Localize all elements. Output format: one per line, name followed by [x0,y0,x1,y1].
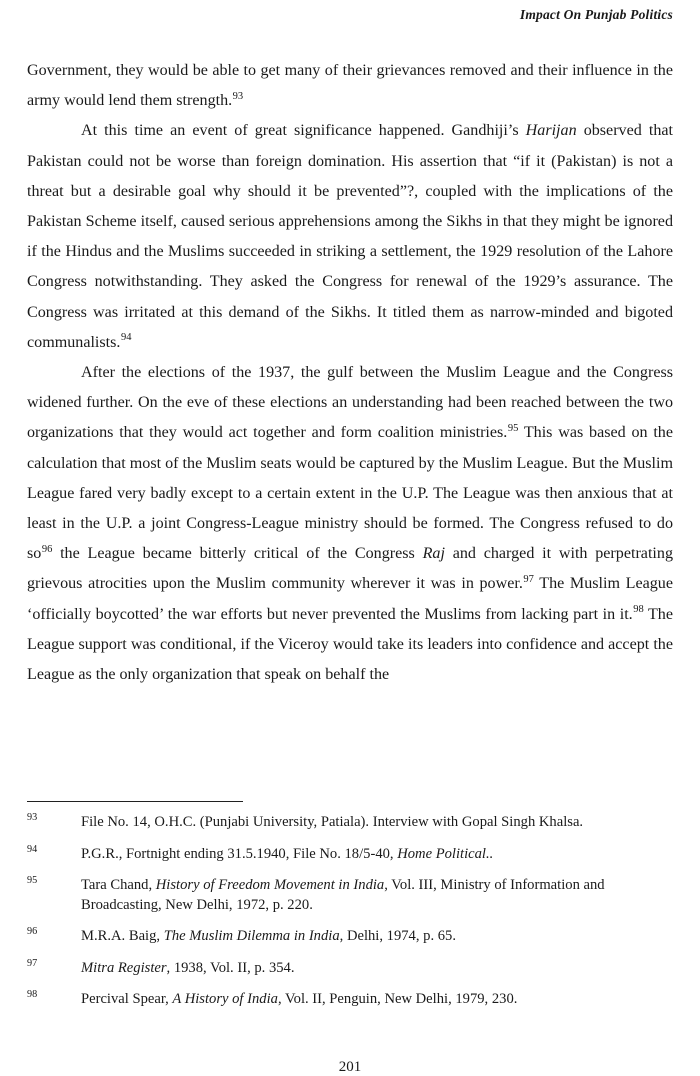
footnote-item [27,990,673,1010]
footnote-marker: 97 [523,574,534,586]
text-run: The League support was conditional, if the Viceroy would take its leaders into confidence and accept the League as the only organization that speak on behalf the [27,605,673,684]
footnote-text [81,990,673,1010]
footnote-item [27,927,673,947]
footnote-marker: 98 [633,604,644,616]
footnote-text [81,927,673,947]
footnote-text [81,959,673,979]
footnote-item [27,959,673,979]
text-run: M.R.A. Baig, [81,928,164,944]
footnote-marker: 95 [507,423,519,435]
footnote-marker: 93 [232,90,244,102]
text-run: This was based on the calculation that most of the Muslim seats would be captured by the Muslim League. But the Muslim League fared very badly except to a certain extent in the U.P. The League was then anxious that at least in the U.P. a joint Congress-League ministry should be formed. The Congress refused to do so [27,424,673,563]
footnote-item [27,876,673,915]
italic-title: The Muslim Dilemma in India [163,928,340,944]
footnote-text [81,845,673,865]
text-run: Government, they would be able to get many of their grievances removed and their influence in the army would lend them strength. [27,62,673,110]
footnote-section [27,801,673,1010]
running-header: Impact On Punjab Politics [519,7,673,22]
text-run: observed that Pakistan could not be worse than foreign domination. His assertion that “if it (Pakistan) is not a threat but a desirable goal why should it be prevented”?, coupled with the implications of the Pakistan Scheme itself, caused serious apprehensions among the Sikhs in that they might be ignored if the Hindus and the Muslims succeeded in striking a settlement, the 1929 resolution of the Lahore Congress notwithstanding. They asked the Congress for renewal of the 1929’s assurance. The Congress was irritated at this demand of the Sikhs. It titled them as narrow-minded and bigoted communalists. [27,122,673,351]
body-paragraph [27,116,673,358]
italic-title: Home Political.. [397,845,494,862]
text-run: the League became bitterly critical of the Congress [52,545,423,563]
body-paragraph [27,358,673,690]
text-run: , 1938, Vol. II, p. 354. [166,959,295,976]
footnote-item [27,813,673,833]
italic-title: History of Freedom Movement in India [155,877,385,893]
body-paragraph [27,56,673,116]
text-run: , Delhi, 1974, p. 65. [339,928,456,944]
footnote-number: 95 [27,875,38,886]
text-run: , Vol. II, Penguin, New Delhi, 1979, 230. [277,991,518,1007]
text-run: and charged it with perpetrating grievous atrocities upon the Muslim community wherever it was in power. [27,545,673,593]
footnote-marker: 96 [41,543,53,555]
text-run: After the elections of the 1937, the gulf between the Muslim League and the Congress widened further. On the eve of these elections an understanding had been reached between the two organizations that they would act together and form coalition ministries. [27,364,673,442]
italic-title: Mitra Register [81,959,167,976]
footnote-text [81,813,673,833]
italic-title: A History of India [172,991,278,1007]
italic-title: Raj [422,545,445,563]
text-run: At this time an event of great significance happened. Gandhiji’s [81,122,526,140]
footnote-separator-rule [27,801,243,802]
footnote-number: 96 [27,926,38,937]
footnote-number: 93 [27,812,38,823]
footnote-marker: 94 [120,332,132,344]
text-run: The Muslim League ‘officially boycotted’ the war efforts but never prevented the Muslims from lacking part in it. [27,575,673,623]
body-text-block [27,56,673,690]
page-number: 201 [338,1059,362,1075]
footnote-text [81,876,673,915]
footnote-number: 97 [27,957,38,969]
footnote-list [27,813,673,1010]
footnote-number: 98 [27,989,38,1000]
text-run: P.G.R., Fortnight ending 31.5.1940, File No. 18/5-40, [81,845,398,862]
text-run: , Vol. III, Ministry of Information and Broadcasting, New Delhi, 1972, p. 220. [81,877,605,913]
footnote-number: 94 [27,843,38,855]
text-run: Percival Spear, [81,991,173,1007]
text-run: File No. 14, O.H.C. (Punjabi University, Patiala). Interview with Gopal Singh Khalsa. [81,814,584,830]
text-run: Tara Chand, [81,877,156,893]
footnote-item [27,845,673,865]
italic-title: Harijan [525,122,577,140]
